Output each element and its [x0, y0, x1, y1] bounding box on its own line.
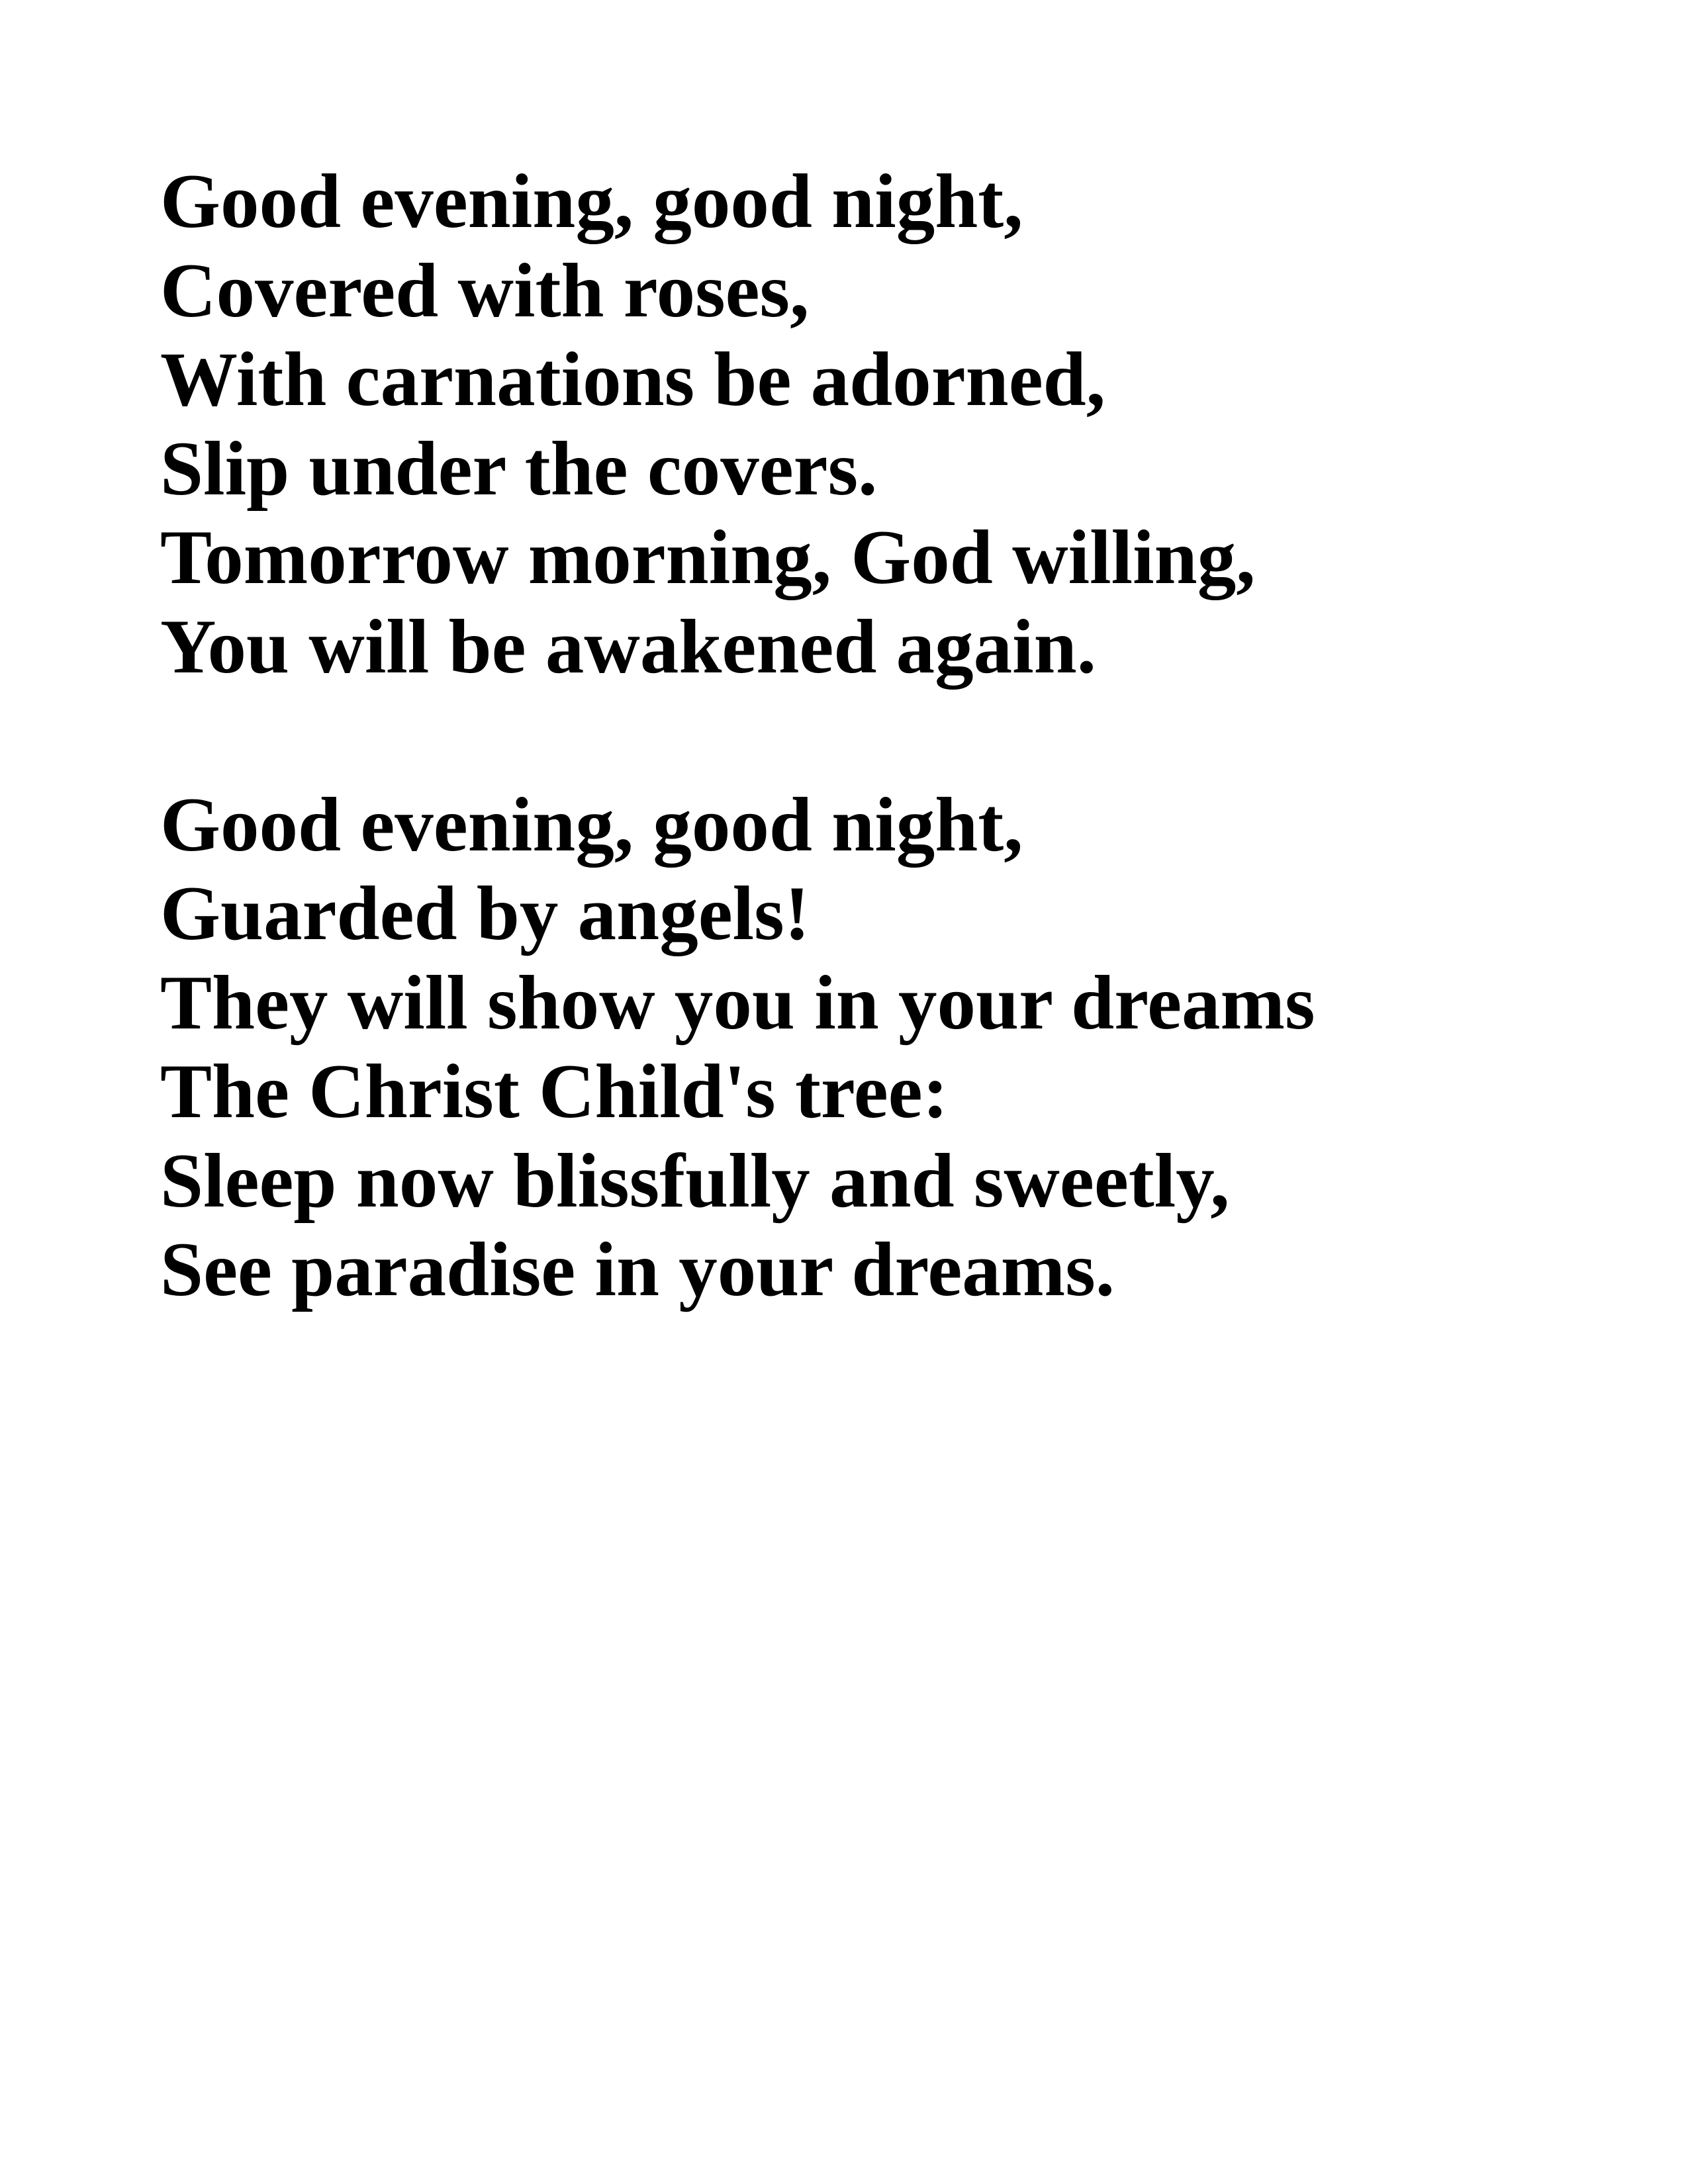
lyric-line: See paradise in your dreams. — [160, 1227, 1115, 1312]
lyric-line: Covered with roses, — [160, 248, 810, 334]
lyric-line: Slip under the covers. — [160, 426, 878, 512]
lyric-line: Tomorrow morning, God willing, — [160, 515, 1256, 600]
lyric-line: Good evening, good night, — [160, 782, 1023, 868]
lyric-line: Sleep now blissfully and sweetly, — [160, 1138, 1230, 1224]
lyric-line: With carnations be adorned, — [160, 337, 1105, 422]
stanza-1 — [160, 158, 1315, 692]
lyric-line: Guarded by angels! — [160, 871, 810, 956]
lyric-line: They will show you in your dreams — [160, 960, 1315, 1046]
stanza-2 — [160, 781, 1315, 1315]
lyric-line: The Christ Child's tree: — [160, 1049, 949, 1134]
lyric-line: You will be awakened again. — [160, 604, 1096, 690]
lyric-line: Good evening, good night, — [160, 159, 1023, 244]
lyrics-text-block — [160, 158, 1315, 1315]
